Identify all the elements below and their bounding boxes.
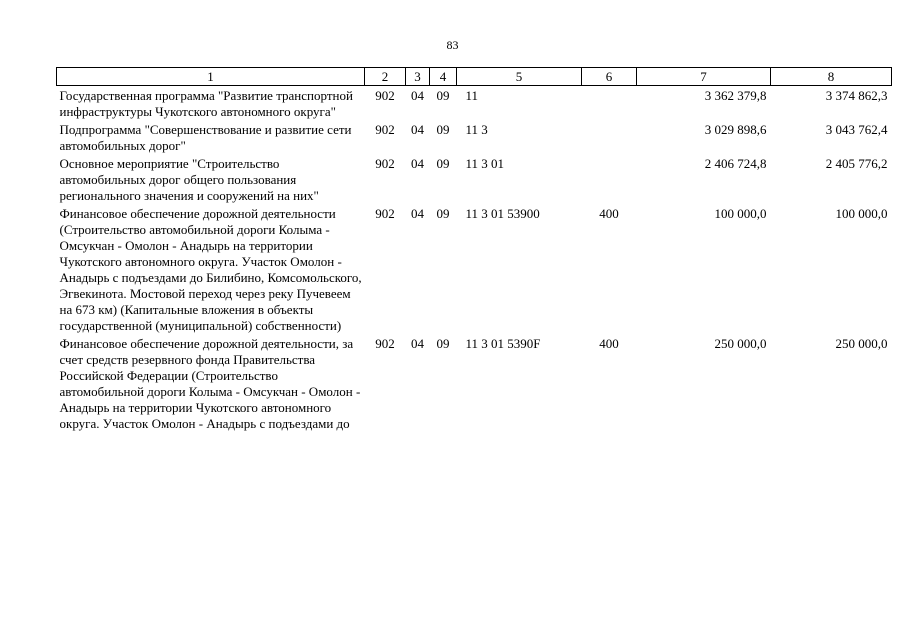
table-body [57,86,892,433]
target-code: 11 [465,88,479,103]
column-header: 3 [406,68,430,86]
row-name: Государственная программа "Развитие транспортной инфраструктуры Чукотского автономного округа" [59,88,353,119]
amount-year2: 2 405 776,2 [825,156,888,171]
section-code: 04 [411,122,424,137]
subsection-code: 09 [436,156,450,171]
page-number: 83 [446,38,459,52]
target-code: 11 3 01 53900 [465,206,540,221]
amount-year1: 250 000,0 [714,336,767,351]
column-header: 7 [637,68,771,86]
row-name: Основное мероприятие "Строительство автомобильных дорог общего пользования регионального значения и сооружений на них" [59,156,319,203]
admin-code: 902 [375,122,395,137]
row-name: Подпрограмма "Совершенствование и развитие сети автомобильных дорог" [59,122,352,153]
expense-type-code [582,120,637,154]
column-header: 6 [582,68,637,86]
table-row [57,120,892,154]
section-code: 04 [411,88,424,103]
admin-code: 902 [375,336,395,351]
column-header: 8 [771,68,892,86]
row-name: Финансовое обеспечение дорожной деятельности, за счет средств резервного фонда Правительства Российской Федерации (Строительство автомобильной дороги Колыма - Омсукчан - Омолон - Анадырь на территории Чукотского автономного округа. Участок Омолон - Анадырь с подъездами до [59,336,361,431]
expense-type-code: 400 [599,206,619,221]
amount-year1: 3 029 898,6 [704,122,767,137]
row-name: Финансовое обеспечение дорожной деятельности (Строительство автомобильной дороги Колыма - Омсукчан - Омолон - Анадырь на территории Чукотского автономного округа. Участок Омолон - Анадырь с подъездами до Билибино, Комсомольского, Эгвекинота. Мостовой переход через реку Пучевеем на 673 км) (Капитальные вложения в объекты государственной (муниципальной) собственности) [59,206,362,333]
target-code: 11 3 01 [465,156,505,171]
section-code: 04 [411,206,424,221]
amount-year2: 100 000,0 [835,206,888,221]
expense-type-code: 400 [599,336,619,351]
table-row [57,154,892,204]
table-row [57,86,892,121]
amount-year2: 3 043 762,4 [825,122,888,137]
admin-code: 902 [375,88,395,103]
column-header: 2 [365,68,406,86]
subsection-code: 09 [436,88,450,103]
target-code: 11 3 [465,122,488,137]
amount-year1: 100 000,0 [714,206,767,221]
section-code: 04 [411,156,424,171]
column-header: 5 [457,68,582,86]
expense-type-code [582,86,637,121]
table-row [57,334,892,432]
budget-table [56,67,892,432]
expense-type-code [582,154,637,204]
column-header: 4 [430,68,457,86]
table-header [57,68,892,86]
subsection-code: 09 [436,122,450,137]
amount-year2: 250 000,0 [835,336,888,351]
amount-year1: 3 362 379,8 [704,88,767,103]
table-row [57,204,892,334]
amount-year2: 3 374 862,3 [825,88,888,103]
admin-code: 902 [375,206,395,221]
column-header: 1 [57,68,365,86]
subsection-code: 09 [436,336,450,351]
section-code: 04 [411,336,424,351]
header-row [57,68,892,86]
target-code: 11 3 01 5390F [465,336,541,351]
subsection-code: 09 [436,206,450,221]
admin-code: 902 [375,156,395,171]
amount-year1: 2 406 724,8 [704,156,767,171]
